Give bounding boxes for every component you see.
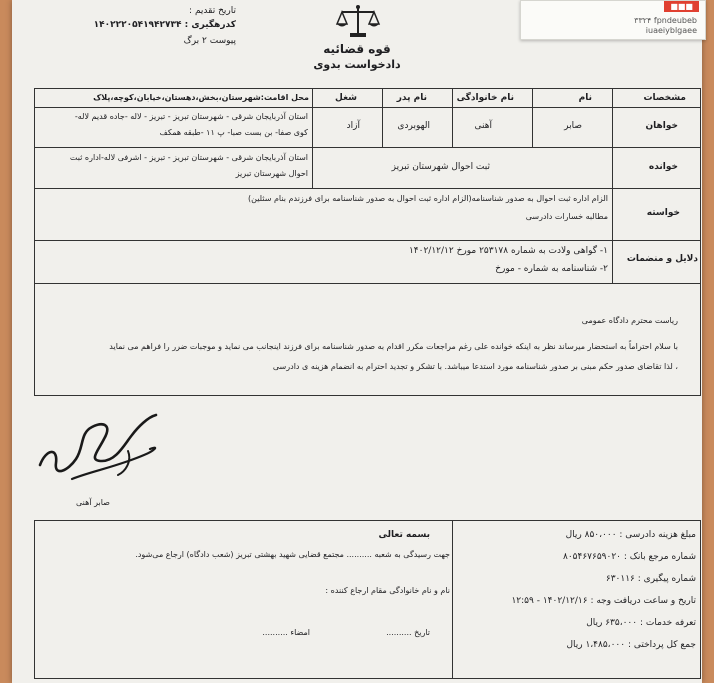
- col-father: نام پدر: [396, 93, 427, 103]
- plaintiff-address-line2: کوی صفا- بن بست صبا- پ ۱۱ -طبقه همکف: [159, 128, 308, 137]
- barcode-sticker: [520, 0, 706, 40]
- referral-authority-label: نام و نام خانوادگی مقام ارجاع کننده :: [325, 586, 450, 595]
- defendant-name: ثبت احوال شهرستان تبریز: [391, 162, 490, 172]
- claim-label: خواسته: [646, 208, 680, 218]
- evidence-label: دلایل و منضمات: [626, 254, 698, 264]
- body-line1: با سلام احتراماً به استحضار میرساند نظر به اینکه خوانده علی رغم مراجعات مکرر اقدام به صدور شناسنامه برای فرزند اینجانب می نماید و موجبات ضرر را فراهم می نماید: [109, 342, 678, 351]
- attachment-count: پیوست ۲ برگ: [183, 36, 236, 46]
- body-line2: ، لذا تقاضای صدور حکم مبنی بر صدور شناسنامه مورد استدعا میباشد. با تشکر و تجدید احترام به انضمام هزینه ی دادرسی: [272, 362, 678, 371]
- plaintiff-address-line1: استان آذربایجان شرقی - شهرستان تبریز - تبریز - لاله -جاده قدیم لاله-: [74, 112, 308, 121]
- defendant-address-line1: استان آذربایجان شرقی - شهرستان تبریز - تبریز - اشرفی لاله-اداره ثبت: [69, 153, 308, 162]
- evidence-line2: ۲- شناسنامه به شماره - مورخ: [495, 264, 608, 274]
- defendant-label: خوانده: [648, 162, 678, 172]
- evidence-line1: ۱- گواهی ولادت به شماره ۲۵۳۱۷۸ مورخ ۱۴۰۲/۱۲/۱۲: [408, 246, 608, 256]
- submit-date-label: تاریخ تقدیم :: [189, 6, 236, 16]
- sticker-line2: iuaeiyblgaee: [645, 26, 697, 35]
- referral-line1: جهت رسیدگی به شعبه .......... مجتمع قضایی شهید بهشتی تبریز (شعب دادگاه) ارجاع می‌شود.: [135, 550, 450, 559]
- document-title: دادخواست بدوی: [313, 58, 401, 71]
- total-paid: جمع کل پرداختی : ۱،۴۸۵،۰۰۰ ریال: [566, 640, 696, 650]
- signature-icon: [32, 405, 172, 495]
- col-first-name: نام: [578, 93, 592, 103]
- plaintiff-job: آزاد: [346, 121, 360, 131]
- plaintiff-last-name: آهنی: [474, 121, 492, 131]
- referral-date-label: تاریخ ..........: [386, 628, 430, 637]
- petition-sheet: [12, 0, 702, 683]
- basmala: بسمه تعالی: [378, 530, 430, 540]
- col-address: محل اقامت:شهرستان،بخش،دهستان،خیابان،کوچه،پلاک: [93, 93, 309, 102]
- plaintiff-label: خواهان: [645, 121, 678, 131]
- defendant-address-line2: احوال شهرستان تبریز: [235, 169, 308, 178]
- col-last-name: نام خانوادگی: [456, 93, 514, 103]
- service-fee: تعرفه خدمات : ۶۳۵،۰۰۰ ریال: [586, 618, 696, 628]
- claim-line1: الزام اداره ثبت احوال به صدور شناسنامه(الزام اداره ثبت احوال به صدور شناسنامه برای فرزندم بنام سثلین): [248, 194, 608, 203]
- col-job: شغل: [335, 93, 357, 103]
- payment-datetime: تاریخ و ساعت دریافت وجه : ۱۴۰۲/۱۲/۱۶ - ۱۲:۵۹: [511, 596, 696, 606]
- sticker-red-band: ■■■: [664, 1, 699, 12]
- bank-reference: شماره مرجع بانک : ۸۰۵۴۶۷۶۵۹۰۲۰: [563, 552, 696, 562]
- court-fee: مبلغ هزینه دادرسی : ۸۵۰،۰۰۰ ریال: [565, 530, 696, 540]
- sticker-line1: ۳۳۲۴ fpndeubeb: [634, 16, 697, 25]
- plaintiff-father: الهوبردی: [397, 121, 430, 131]
- scales-of-justice-icon: [334, 4, 382, 40]
- referral-sign-label: امضاء ..........: [262, 628, 310, 637]
- plaintiff-first-name: صابر: [564, 121, 582, 131]
- signer-name: صابر آهنی: [76, 498, 110, 507]
- col-specs: مشخصات: [643, 93, 686, 103]
- salutation: ریاست محترم دادگاه عمومی: [581, 316, 678, 325]
- org-name: قوه قضائیه: [323, 42, 391, 56]
- claim-line2: مطالبه خسارات دادرسی: [525, 212, 608, 221]
- payment-tracking: شماره پیگیری : ۶۳۰۱۱۶: [605, 574, 696, 584]
- tracking-code: کدرهگیری : ۱۴۰۲۲۲۰۵۴۱۹۴۲۷۳۴: [93, 20, 236, 30]
